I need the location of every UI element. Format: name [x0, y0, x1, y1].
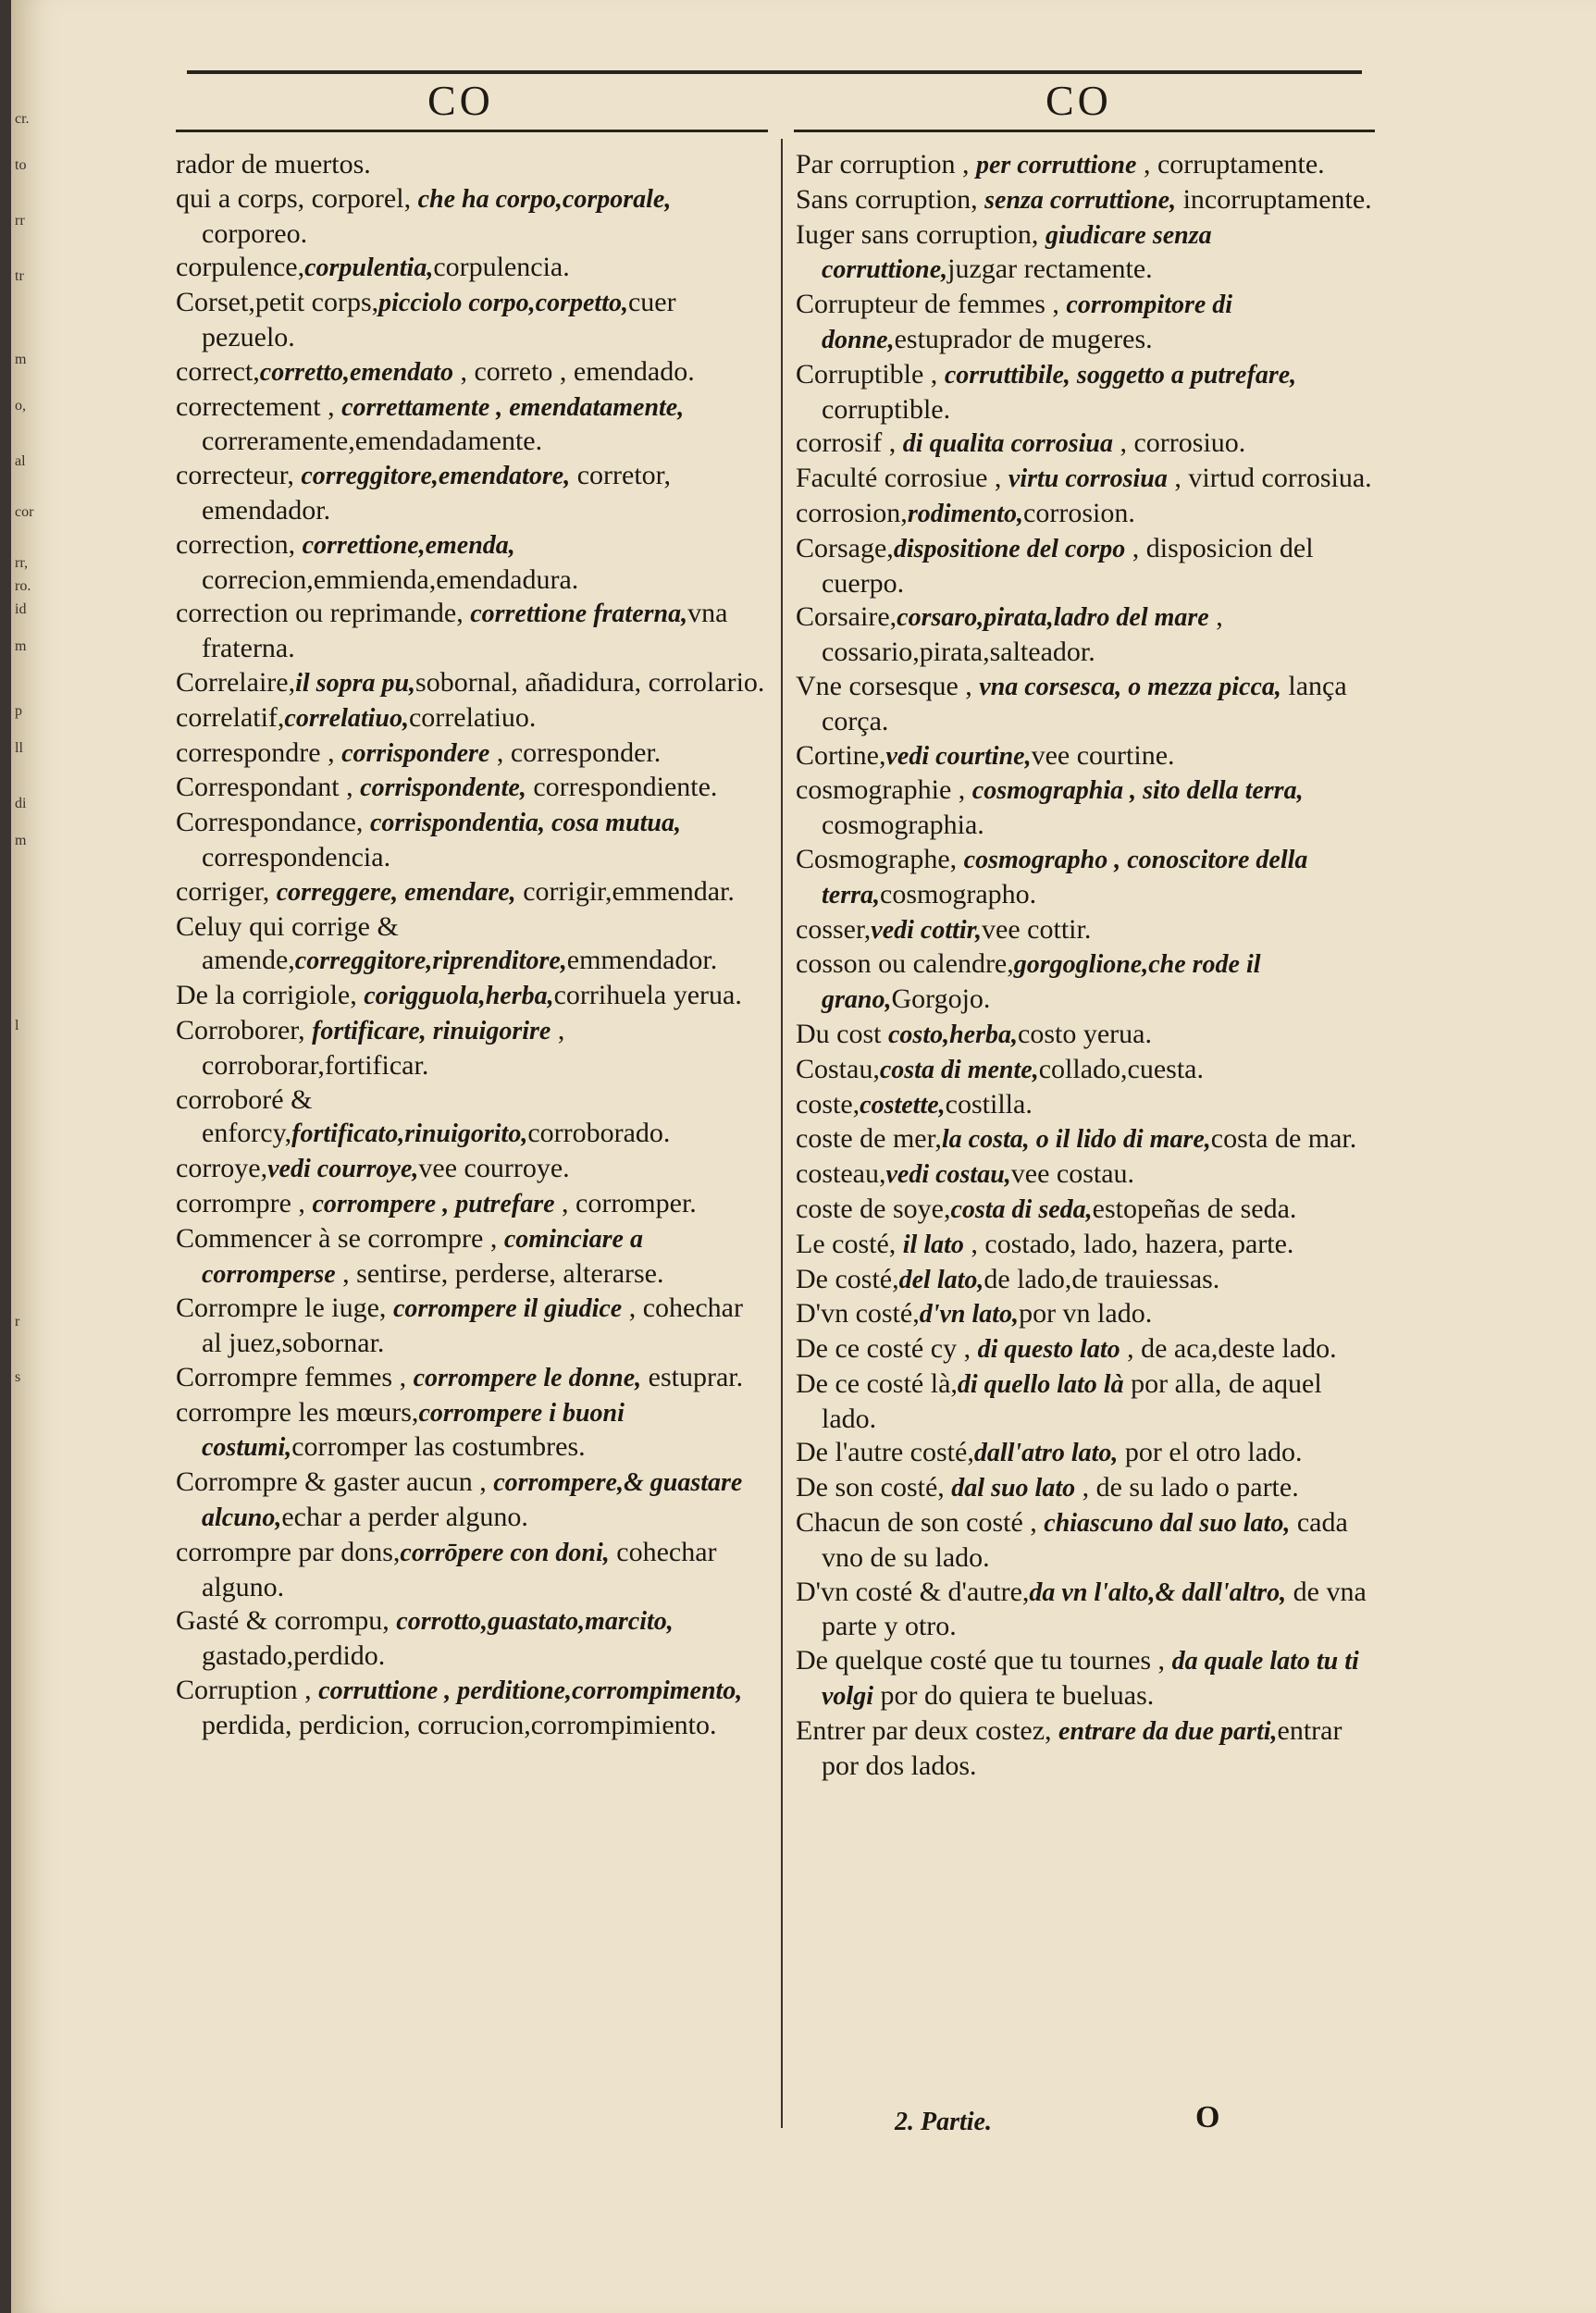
margin-fragment: s	[15, 1369, 21, 1385]
italian-gloss: d'vn lato,	[919, 1300, 1020, 1330]
italian-gloss: corruttione , perditione,corrompimento,	[318, 1676, 743, 1706]
dictionary-entry	[176, 355, 770, 390]
italian-gloss: corretto,emendato	[259, 357, 453, 387]
dictionary-entry	[796, 358, 1377, 427]
dictionary-entry	[176, 459, 770, 528]
entry-text: coste de mer,	[796, 1123, 942, 1155]
margin-fragment: ro.	[15, 578, 31, 594]
entry-text: corretor, emendador.	[202, 460, 671, 526]
entry-text: Celuy qui corrige & amende,	[176, 910, 399, 976]
italian-gloss: corrispondente,	[360, 773, 526, 803]
margin-fragment: tr	[15, 268, 24, 284]
entry-text: De la corrigiole,	[176, 980, 365, 1011]
italian-gloss: di questo lato	[977, 1335, 1120, 1365]
entry-text: De ce costé cy ,	[796, 1333, 978, 1365]
dictionary-entry	[796, 773, 1377, 843]
dictionary-entry	[796, 1576, 1377, 1645]
entry-text: vna fraterna.	[202, 598, 728, 664]
entry-text: vee courroye.	[418, 1153, 570, 1184]
entry-text: estuprar.	[641, 1361, 744, 1392]
italian-gloss: corrompere,& guastare alcuno,	[202, 1468, 743, 1533]
entry-text: Costau,	[796, 1053, 880, 1084]
italian-gloss: fortificato,rinuigorito,	[291, 1119, 528, 1149]
margin-fragment: o,	[15, 398, 26, 414]
entry-text: correction,	[176, 528, 303, 560]
dictionary-entry	[176, 390, 770, 460]
entry-text: entrar por dos lados.	[822, 1714, 1342, 1781]
italian-gloss: la costa, o il lido di mare,	[941, 1125, 1211, 1155]
italian-gloss: dall'atro lato,	[973, 1439, 1119, 1468]
margin-fragment: rr,	[15, 555, 29, 571]
entry-text: por alla, de aquel lado.	[822, 1367, 1322, 1434]
dictionary-entry	[796, 1297, 1377, 1332]
dictionary-entry	[176, 1187, 770, 1222]
entry-text: Corrompre & gaster aucun ,	[176, 1466, 494, 1498]
entry-text: Corsaire,	[796, 601, 897, 633]
dictionary-entry	[796, 1263, 1377, 1298]
entry-text: De son costé,	[796, 1472, 952, 1503]
italian-gloss: correttione,emenda,	[302, 530, 515, 560]
entry-text: cosmographie ,	[796, 774, 972, 806]
italian-gloss: corigguola,herba,	[364, 982, 554, 1011]
entry-text: , virtud corrosiua.	[1167, 463, 1372, 494]
dictionary-entry	[796, 462, 1377, 497]
entry-text: Corruptible ,	[796, 358, 945, 390]
italian-gloss: il sopra pu,	[295, 668, 416, 698]
entry-text: por vn lado.	[1019, 1298, 1153, 1330]
italian-gloss: corrompere il giudice	[392, 1294, 623, 1324]
italian-gloss: il lato	[902, 1230, 964, 1259]
dictionary-entry	[176, 1396, 770, 1466]
italian-gloss: di quello lato là	[957, 1369, 1124, 1399]
dictionary-entry	[176, 1674, 770, 1743]
dictionary-entry	[796, 1157, 1377, 1193]
entry-text: corrompre par dons,	[176, 1536, 401, 1567]
dictionary-entry	[796, 1228, 1377, 1263]
italian-gloss: vedi cottir,	[871, 915, 983, 945]
margin-fragment: cor	[15, 504, 34, 520]
dictionary-entry	[796, 1088, 1377, 1123]
entry-text: correspondencia.	[202, 841, 391, 872]
entry-text: De quelque costé que tu tournes ,	[796, 1645, 1172, 1676]
entry-text: corroboré & enforcy,	[176, 1083, 313, 1149]
entry-text: , corroborar,fortificar.	[202, 1014, 565, 1081]
header-rule-right	[794, 130, 1375, 132]
entry-text: cosson ou calendre,	[796, 948, 1014, 980]
margin-fragment: m	[15, 833, 27, 848]
dictionary-entry	[796, 1122, 1377, 1157]
italian-gloss: corruttibile, soggetto a putrefare,	[944, 360, 1297, 390]
header-rule-left	[176, 130, 768, 132]
dictionary-entry	[796, 1644, 1377, 1714]
entry-text: correct,	[176, 355, 260, 387]
entry-text: emmendador.	[566, 945, 718, 976]
entry-text: vee cottir.	[982, 913, 1092, 945]
dictionary-entry	[176, 1536, 770, 1605]
dictionary-entry	[176, 182, 770, 252]
dictionary-entry	[796, 148, 1377, 183]
entry-text: Faculté corrosiue ,	[796, 463, 1008, 494]
entry-text: Gorgojo.	[891, 983, 991, 1015]
entry-text: por do quiera te bueluas.	[873, 1680, 1155, 1712]
italian-gloss: gorgoglione,che rode il grano,	[822, 950, 1261, 1015]
dictionary-entry	[176, 1361, 770, 1396]
dictionary-entry	[176, 1292, 770, 1361]
italian-gloss: corrompere , putrefare	[312, 1189, 555, 1218]
entry-text: corromper las costumbres.	[291, 1431, 586, 1463]
dictionary-entry	[796, 532, 1377, 601]
entry-text: corrosion.	[1023, 497, 1135, 528]
entry-text: vee costau.	[1010, 1158, 1135, 1190]
entry-text: correspondre ,	[176, 736, 342, 768]
entry-text: corpulence,	[176, 252, 305, 283]
right-column	[796, 148, 1377, 1783]
italian-gloss: per corruttione	[975, 151, 1137, 179]
italian-gloss: cosmographia , sito della terra,	[971, 776, 1304, 806]
dictionary-entry	[796, 1332, 1377, 1367]
italian-gloss: vedi courtine,	[885, 741, 1032, 771]
margin-fragment: ll	[15, 740, 23, 756]
entry-text: correramente,emendadamente.	[202, 426, 543, 457]
entry-text: corriger,	[176, 875, 277, 907]
italian-gloss: cominciare a corromperse	[202, 1224, 643, 1289]
margin-fragment: r	[15, 1314, 20, 1330]
entry-text: corpulencia.	[433, 252, 570, 283]
entry-text: Par corruption ,	[796, 149, 976, 179]
dictionary-entry	[176, 1222, 770, 1293]
dictionary-entry	[176, 1604, 770, 1674]
entry-text: Corruption ,	[176, 1675, 319, 1706]
entry-text: collado,cuesta.	[1038, 1053, 1204, 1084]
entry-text: correlatiuo.	[408, 701, 537, 733]
entry-text: qui a corps, corporel,	[176, 182, 418, 214]
italian-gloss: rodimento,	[907, 499, 1024, 528]
entry-text: coste de soye,	[796, 1193, 951, 1224]
italian-gloss: entrare da due parti,	[1058, 1716, 1278, 1746]
italian-gloss: costo,herba,	[888, 1020, 1018, 1049]
entry-text: perdida, perdicion, corrucion,corrompimiento.	[202, 1709, 717, 1740]
entry-text: vee courtine.	[1031, 739, 1175, 771]
italian-gloss: da vn l'alto,& dall'altro,	[1029, 1577, 1287, 1607]
entry-text: Correspondance,	[176, 807, 370, 838]
italian-gloss: costette,	[860, 1090, 946, 1119]
dictionary-entry	[176, 666, 770, 701]
dictionary-entry	[796, 947, 1377, 1018]
italian-gloss: corsaro,pirata,ladro del mare	[897, 603, 1209, 633]
entry-text: correspondiente.	[526, 772, 718, 803]
dictionary-entry	[796, 1018, 1377, 1053]
entry-text: corrosif ,	[796, 427, 903, 459]
dictionary-entry	[796, 1193, 1377, 1228]
entry-text: Commencer à se corrompre ,	[176, 1222, 504, 1254]
italian-gloss: da quale lato tu ti volgi	[822, 1647, 1359, 1712]
entry-text: Gasté & corrompu,	[176, 1605, 397, 1637]
italian-gloss: cosmographo , conoscitore della terra,	[822, 845, 1308, 909]
italian-gloss: di qualita corrosiua	[902, 429, 1113, 459]
dictionary-entry	[176, 1152, 770, 1187]
dictionary-entry	[796, 739, 1377, 774]
entry-text: lança corça.	[822, 670, 1347, 736]
italian-gloss: corrotto,guastato,marcito,	[396, 1607, 674, 1637]
dictionary-entry	[176, 251, 770, 286]
entry-text: Chacun de son costé ,	[796, 1507, 1045, 1539]
entry-text: correction ou reprimande,	[176, 598, 471, 629]
dictionary-entry	[176, 806, 770, 875]
entry-text: cada vno de su lado.	[822, 1507, 1348, 1573]
italian-gloss: corrompere le donne,	[413, 1363, 642, 1392]
entry-text: correcteur,	[176, 460, 302, 491]
entry-text: incorruptamente.	[1176, 183, 1372, 215]
top-rule	[187, 70, 1362, 74]
italian-gloss: senza corruttione,	[984, 185, 1177, 215]
dictionary-entry	[176, 979, 770, 1014]
dictionary-entry	[796, 1367, 1377, 1437]
dictionary-entry	[796, 183, 1377, 218]
entry-text: , corresponder.	[489, 736, 662, 768]
entry-text: correctement ,	[176, 390, 342, 422]
entry-text: , corromper.	[554, 1187, 697, 1218]
italian-gloss: corrompitore di donne,	[822, 291, 1233, 354]
entry-text: corroye,	[176, 1153, 268, 1184]
entry-text: Corrompre le iuge,	[176, 1293, 393, 1324]
dictionary-entry	[176, 771, 770, 806]
italian-gloss: vna corsesca, o mezza picca,	[979, 672, 1281, 701]
entry-text: de lado,de trauiessas.	[984, 1263, 1220, 1294]
entry-text: cosser,	[796, 913, 872, 945]
running-head-right: CO	[1045, 77, 1112, 124]
entry-text: Iuger sans corruption,	[796, 218, 1045, 250]
entry-text: Le costé,	[796, 1228, 903, 1259]
entry-text: corrihuela yerua.	[553, 980, 742, 1011]
dictionary-entry	[176, 286, 770, 355]
entry-text: Corsage,	[796, 532, 894, 563]
entry-text: , sentirse, perderse, alterarse.	[335, 1257, 664, 1289]
entry-text: rador de muertos.	[176, 149, 371, 179]
entry-text: , corruptamente.	[1136, 149, 1325, 179]
margin-fragment: m	[15, 638, 27, 654]
italian-gloss: chiascuno dal suo lato,	[1044, 1509, 1291, 1539]
italian-gloss: corpulentia,	[304, 254, 434, 283]
italian-gloss: correttione fraterna,	[470, 600, 688, 629]
entry-text: cosmographo.	[880, 878, 1037, 909]
catchword: O	[1195, 2100, 1220, 2134]
margin-fragment: m	[15, 352, 27, 367]
dictionary-entry	[796, 1436, 1377, 1471]
entry-text: De costé,	[796, 1263, 899, 1294]
entry-text: Corset,petit corps,	[176, 287, 379, 318]
dictionary-entry	[176, 148, 770, 182]
entry-text: coste,	[796, 1088, 860, 1119]
margin-fragments	[11, 0, 39, 2313]
margin-fragment: cr.	[15, 111, 30, 127]
margin-fragment: id	[15, 601, 27, 617]
left-column	[176, 148, 770, 1743]
entry-text: , correto , emendado.	[452, 355, 695, 387]
italian-gloss: dispositione del corpo	[893, 534, 1126, 563]
italian-gloss: giudicare senza corruttione,	[822, 220, 1212, 285]
book-page	[11, 0, 1596, 2313]
dictionary-entry	[176, 736, 770, 772]
entry-text: Correspondant ,	[176, 772, 361, 803]
dictionary-entry	[796, 288, 1377, 358]
italian-gloss: costa di seda,	[950, 1194, 1093, 1224]
signature-mark: 2. Partie.	[895, 2108, 992, 2136]
dictionary-entry	[796, 600, 1377, 670]
entry-text: Correlaire,	[176, 666, 296, 698]
entry-text: , corrosiuo.	[1112, 427, 1246, 459]
entry-text: costo yerua.	[1018, 1018, 1152, 1049]
italian-gloss: fortificare, rinuigorire	[312, 1016, 551, 1045]
entry-text: estopeñas de seda.	[1092, 1193, 1297, 1224]
entry-text: , disposicion del cuerpo.	[822, 532, 1314, 599]
dictionary-entry	[796, 1053, 1377, 1088]
dictionary-entry	[796, 670, 1377, 739]
dictionary-entry	[176, 701, 770, 736]
entry-text: corruptible.	[822, 393, 951, 425]
margin-fragment: di	[15, 796, 27, 811]
entry-text: corroborado.	[527, 1118, 671, 1149]
entry-text: Vne corsesque ,	[796, 670, 980, 701]
dictionary-entry	[796, 1471, 1377, 1506]
dictionary-entry	[796, 497, 1377, 532]
italian-gloss: dal suo lato	[951, 1474, 1076, 1503]
entry-text: sobornal, añadidura, corrolario.	[415, 666, 765, 698]
entry-text: , cohechar al juez,sobornar.	[202, 1293, 743, 1359]
entry-text: cohechar alguno.	[202, 1536, 717, 1602]
entry-text: costa de mar.	[1210, 1123, 1357, 1155]
italian-gloss: correggitore,riprenditore,	[294, 946, 567, 976]
entry-text: corporeo.	[202, 217, 308, 249]
italian-gloss: correttamente , emendatamente,	[341, 392, 685, 422]
entry-text: gastado,perdido.	[202, 1640, 386, 1672]
italian-gloss: che ha corpo,corporale,	[417, 184, 672, 214]
entry-text: corrosion,	[796, 497, 908, 528]
italian-gloss: correggitore,emendatore,	[301, 462, 571, 491]
entry-text: D'vn costé & d'autre,	[796, 1576, 1030, 1607]
entry-text: D'vn costé,	[796, 1298, 920, 1330]
dictionary-entry	[796, 218, 1377, 289]
margin-fragment: p	[15, 703, 22, 719]
margin-fragment: to	[15, 157, 27, 173]
entry-text: de vna parte y otro.	[822, 1576, 1367, 1642]
dictionary-entry	[176, 1014, 770, 1083]
entry-text: Cortine,	[796, 739, 886, 771]
italian-gloss: correggere, emendare,	[276, 877, 516, 907]
entry-text: estuprador de mugeres.	[894, 323, 1153, 354]
entry-text: juzgar rectamente.	[947, 254, 1153, 285]
italian-gloss: picciolo corpo,corpetto,	[378, 289, 628, 318]
dictionary-entry	[176, 528, 770, 598]
entry-text: Corrupteur de femmes ,	[796, 289, 1067, 320]
dictionary-entry	[176, 1466, 770, 1536]
entry-text: Corroborer,	[176, 1014, 313, 1045]
entry-text: , de aca,deste lado.	[1120, 1333, 1337, 1365]
entry-text: cosmographia.	[822, 810, 984, 841]
entry-text: costeau,	[796, 1158, 886, 1190]
italian-gloss: corrispondentia, cosa mutua,	[369, 809, 681, 838]
italian-gloss: virtu corrosiua	[1008, 464, 1168, 494]
entry-text: De ce costé là,	[796, 1367, 958, 1399]
italian-gloss: del lato,	[898, 1265, 984, 1294]
entry-text: Corrompre femmes ,	[176, 1361, 414, 1392]
entry-text: , de su lado o parte.	[1075, 1472, 1299, 1503]
entry-text: Entrer par deux costez,	[796, 1714, 1059, 1746]
margin-fragment: l	[15, 1018, 19, 1033]
entry-text: correlatif,	[176, 701, 285, 733]
entry-text: cuer pezuelo.	[202, 287, 676, 353]
italian-gloss: corrispondere	[341, 738, 490, 768]
italian-gloss: corrompere i buoni costumi,	[202, 1398, 625, 1463]
italian-gloss: vedi costau,	[885, 1160, 1011, 1190]
column-divider	[781, 139, 783, 2128]
dictionary-entry	[176, 875, 770, 910]
margin-fragment: rr	[15, 213, 25, 229]
entry-text: Sans corruption,	[796, 183, 985, 215]
italian-gloss: corrōpere con doni,	[400, 1538, 610, 1567]
italian-gloss: correlatiuo,	[284, 703, 409, 733]
running-head-left: CO	[427, 77, 494, 124]
entry-text: , costado, lado, hazera, parte.	[963, 1228, 1294, 1259]
entry-text: correcion,emmienda,emendadura.	[202, 563, 579, 595]
dictionary-entry	[796, 843, 1377, 913]
entry-text: Cosmographe,	[796, 843, 964, 874]
dictionary-entry	[176, 910, 770, 980]
entry-text: corrompre les mœurs,	[176, 1396, 419, 1428]
dictionary-entry	[796, 1506, 1377, 1576]
entry-text: por el otro lado.	[1118, 1437, 1303, 1468]
entry-text: costilla.	[945, 1088, 1033, 1119]
dictionary-entry	[176, 1083, 770, 1153]
margin-fragment: al	[15, 453, 26, 469]
entry-text: Du cost	[796, 1018, 888, 1049]
dictionary-entry	[796, 913, 1377, 948]
entry-text: , cossario,pirata,salteador.	[822, 601, 1223, 668]
dictionary-entry	[796, 427, 1377, 462]
entry-text: De l'autre costé,	[796, 1437, 974, 1468]
italian-gloss: vedi courroye,	[267, 1155, 419, 1184]
entry-text: echar a perder alguno.	[281, 1502, 528, 1533]
entry-text: corrigir,emmendar.	[515, 875, 735, 907]
italian-gloss: costa di mente,	[879, 1055, 1039, 1084]
dictionary-entry	[796, 1714, 1377, 1784]
dictionary-entry	[176, 597, 770, 666]
entry-text: corrompre ,	[176, 1187, 313, 1218]
